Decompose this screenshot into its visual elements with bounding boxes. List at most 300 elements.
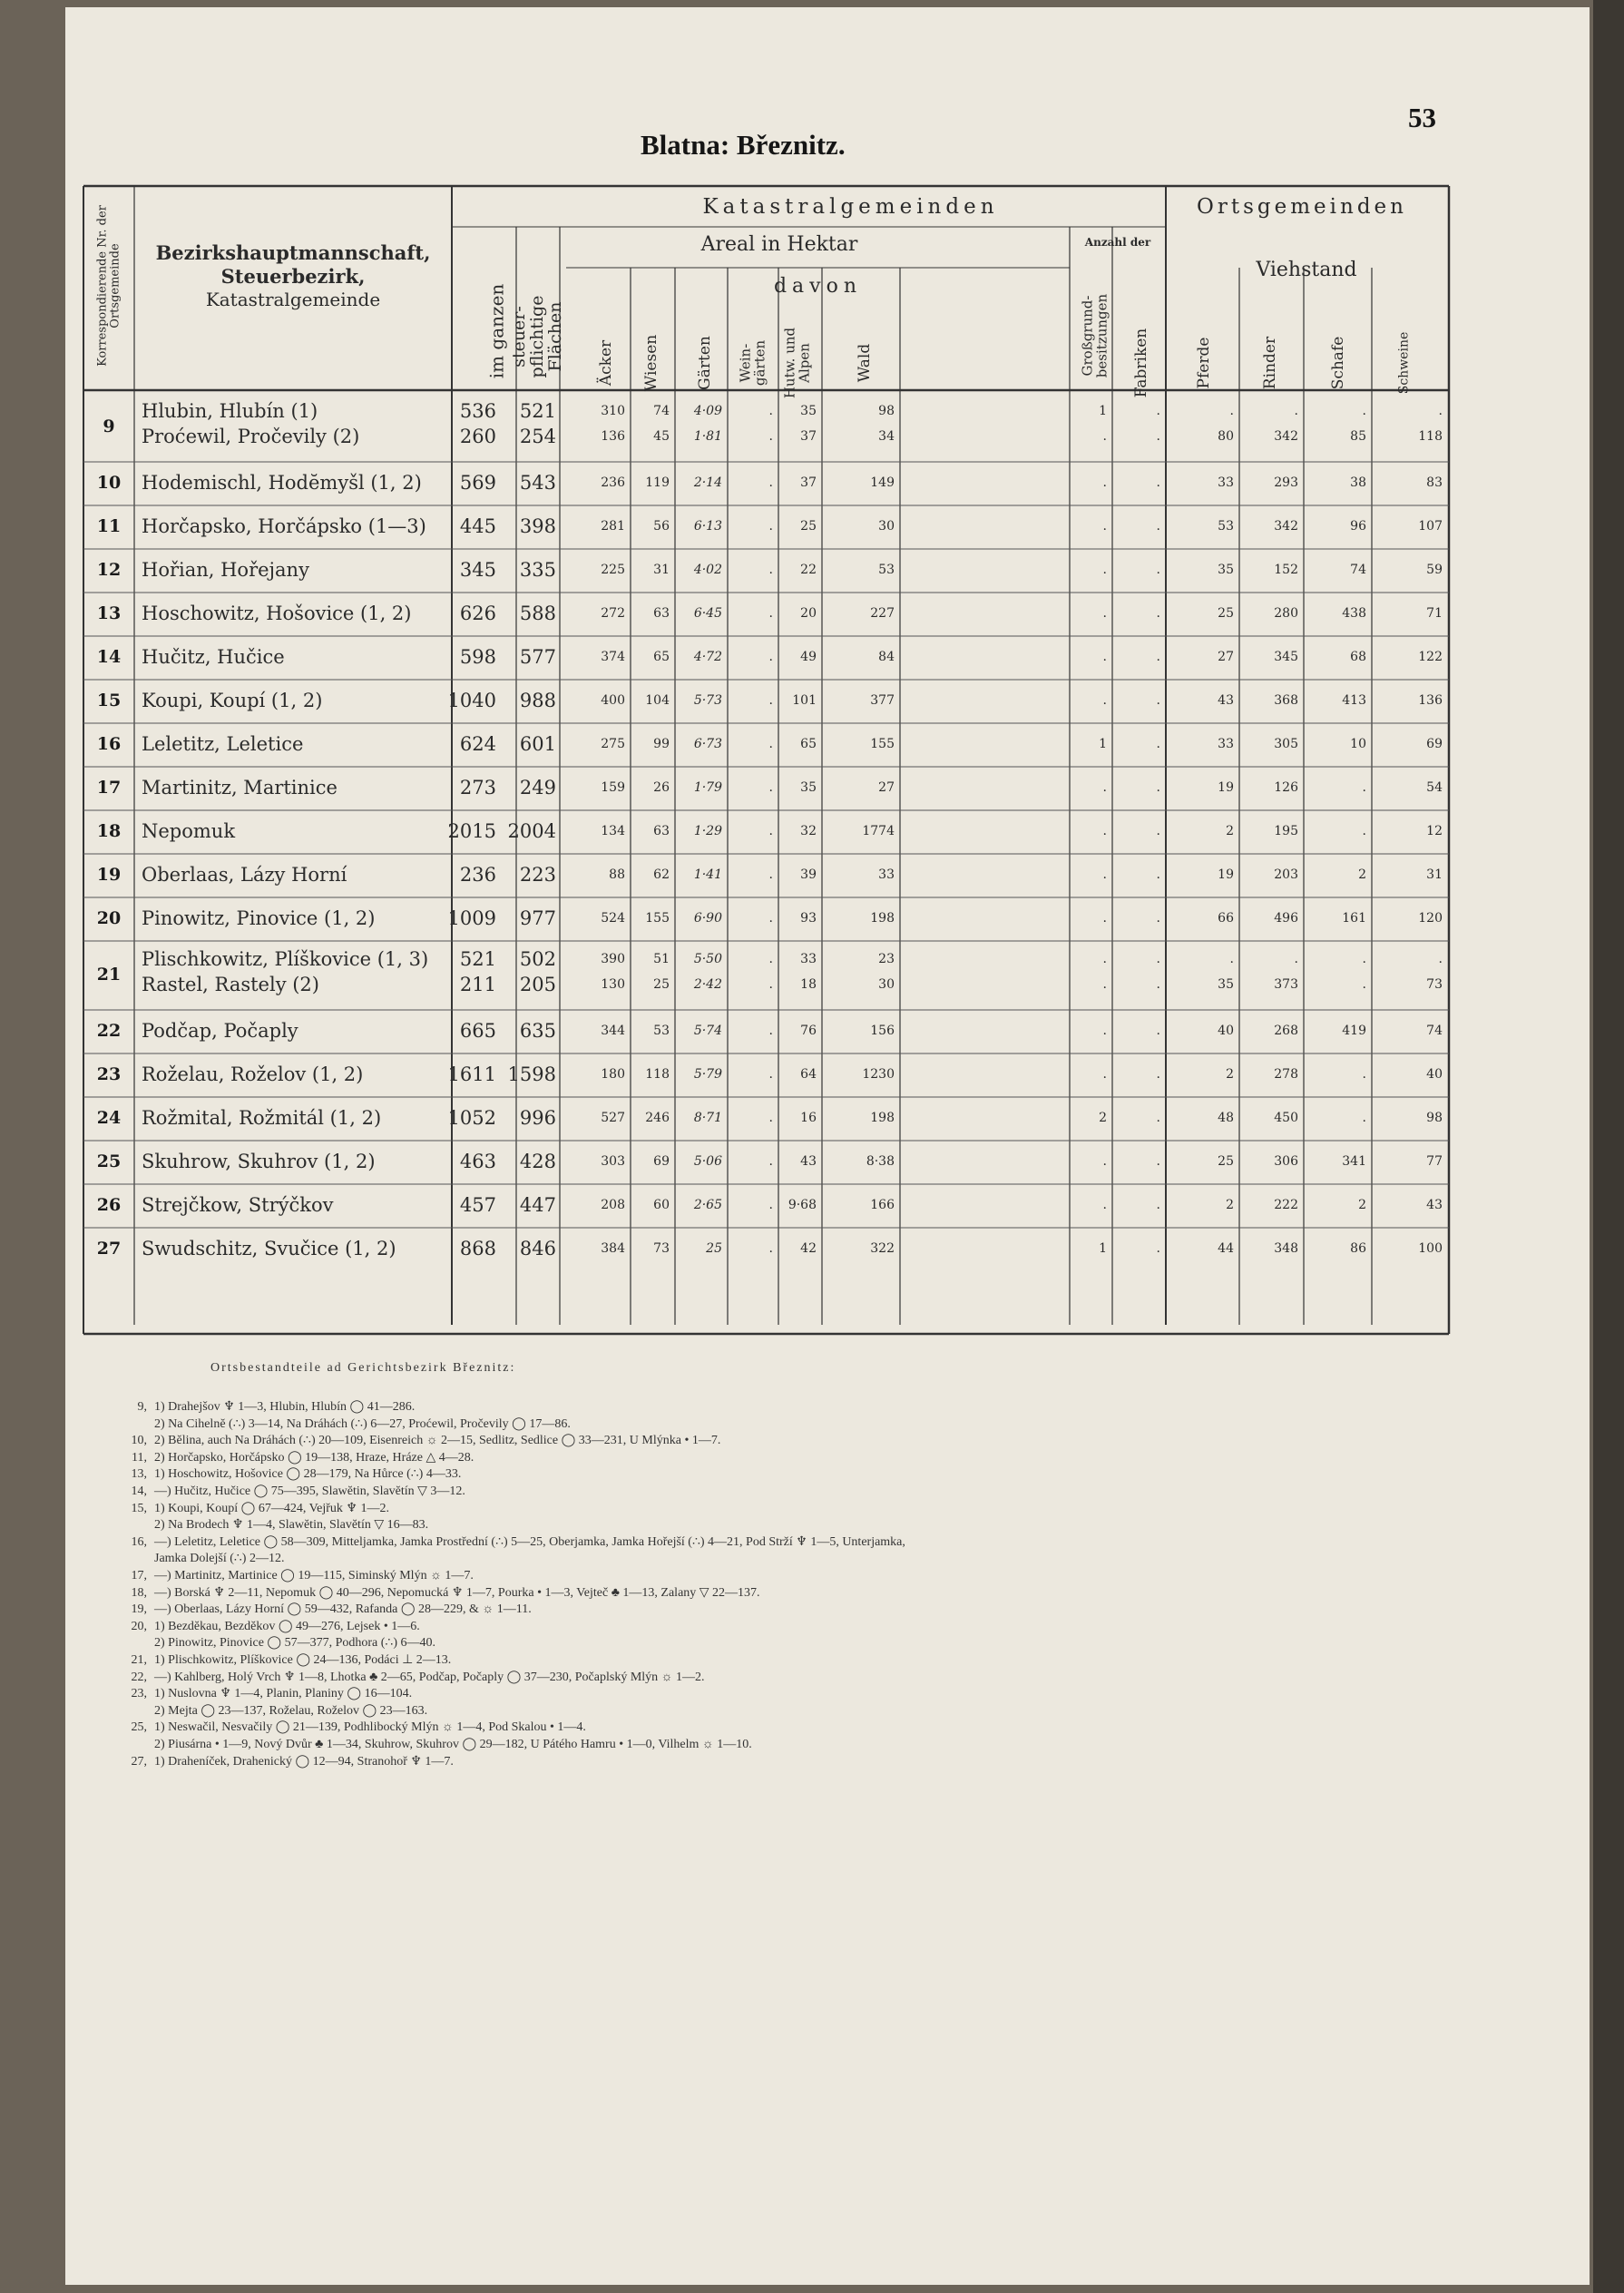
col-header-steuer-label: steuer-pflichtige Flächen <box>509 295 565 378</box>
c-steuer: 996 <box>519 1107 556 1129</box>
row-number: 18 <box>96 821 122 841</box>
c-garten: 2·14 <box>693 475 722 490</box>
note-key: 23, <box>131 1687 147 1701</box>
table-row <box>83 1053 1449 1097</box>
c-gg: . <box>1102 429 1107 444</box>
c-schafe: . <box>1362 404 1366 418</box>
table-row <box>83 810 1449 854</box>
c-pferde: . <box>1229 404 1234 418</box>
c-schafe: 419 <box>1342 1024 1366 1038</box>
group-header-vieh: Viehstand <box>1256 259 1357 281</box>
c-garten: 5·73 <box>693 693 722 708</box>
table-row <box>83 462 1449 505</box>
c-wald: 149 <box>870 475 895 490</box>
c-acker: 390 <box>601 952 625 966</box>
c-wein: . <box>768 911 773 926</box>
c-wiesen: 118 <box>645 1067 670 1082</box>
c-steuer: 223 <box>519 864 556 886</box>
c-wein: . <box>768 1198 773 1212</box>
note-line <box>83 1686 412 1701</box>
table-row <box>83 636 1449 680</box>
row-number: 17 <box>96 778 122 798</box>
c-hutw: 37 <box>800 429 817 444</box>
c-garten: 8·71 <box>693 1111 722 1125</box>
c-fab: . <box>1156 1154 1160 1169</box>
c-pferde: 66 <box>1218 911 1234 926</box>
note-key: 21, <box>131 1653 147 1667</box>
c-wiesen: 73 <box>653 1241 670 1256</box>
row-name: Hlubin, Hlubín (1) <box>142 400 318 422</box>
c-ganz: 626 <box>459 603 496 624</box>
c-wiesen: 53 <box>653 1024 670 1038</box>
c-wiesen: 65 <box>653 650 670 664</box>
note-key: 27, <box>131 1754 147 1769</box>
c-schweine: 71 <box>1426 606 1443 621</box>
c-hutw: 49 <box>800 650 817 664</box>
c-wald: 34 <box>878 429 895 444</box>
c-hutw: 22 <box>800 563 817 577</box>
c-rinder: 305 <box>1274 737 1298 751</box>
c-acker: 180 <box>601 1067 625 1082</box>
c-garten: 4·72 <box>693 650 722 664</box>
c-steuer: 502 <box>519 948 556 970</box>
c-steuer: 249 <box>519 777 556 799</box>
table-row <box>83 505 1449 549</box>
c-ganz: 1040 <box>447 690 496 711</box>
c-garten: 2·42 <box>693 977 722 992</box>
c-gg: . <box>1102 911 1107 926</box>
c-steuer: 398 <box>519 515 556 537</box>
group-header-orts: Ortsgemeinden <box>1197 195 1407 219</box>
c-hutw: 64 <box>800 1067 817 1082</box>
c-rinder: 345 <box>1274 650 1298 664</box>
c-ganz: 2015 <box>447 820 496 842</box>
col-header-rinder: Rinder <box>1261 336 1280 390</box>
c-garten: 2·65 <box>693 1198 722 1212</box>
c-hutw: 37 <box>800 475 817 490</box>
c-steuer: 577 <box>519 646 556 668</box>
note-text: 1) Bezdĕkau, Bezdĕkov ◯ 49—276, Lejsek • 1—6. <box>154 1619 420 1633</box>
c-wiesen: 119 <box>645 475 670 490</box>
c-wein: . <box>768 824 773 838</box>
c-wald: 322 <box>870 1241 895 1256</box>
note-line <box>83 1737 752 1752</box>
note-line <box>83 1433 720 1448</box>
c-ganz: 463 <box>459 1151 496 1172</box>
c-rinder: 152 <box>1274 563 1298 577</box>
note-text: 2) Horčapsko, Horčápsko ◯ 19—138, Hraze, Hráze △ 4—28. <box>154 1450 474 1465</box>
c-schweine: 69 <box>1426 737 1443 751</box>
c-acker: 88 <box>609 867 625 882</box>
c-rinder: 368 <box>1274 693 1298 708</box>
row-number: 23 <box>96 1064 122 1084</box>
c-rinder: 195 <box>1274 824 1298 838</box>
c-acker: 225 <box>601 563 625 577</box>
row-name: Rožmital, Rožmitál (1, 2) <box>142 1107 382 1129</box>
row-number: 13 <box>96 603 122 623</box>
c-fab: . <box>1156 1198 1160 1212</box>
c-fab: . <box>1156 1111 1160 1125</box>
c-gg: . <box>1102 693 1107 708</box>
c-rinder: 278 <box>1274 1067 1298 1082</box>
note-key: 20, <box>131 1619 147 1633</box>
c-fab: . <box>1156 911 1160 926</box>
note-text: 2) Mejta ◯ 23—137, Roželau, Roželov ◯ 23—163. <box>154 1703 428 1718</box>
row-name: Horčapsko, Horčápsko (1—3) <box>142 515 426 537</box>
c-garten: 6·13 <box>693 519 722 534</box>
c-wald: 1774 <box>862 824 895 838</box>
c-ganz: 598 <box>459 646 496 668</box>
c-fab: . <box>1156 404 1160 418</box>
c-hutw: 25 <box>800 519 817 534</box>
c-garten: 5·50 <box>693 952 722 966</box>
c-schweine: 100 <box>1418 1241 1443 1256</box>
row-name: Rastel, Rastely (2) <box>142 974 319 995</box>
c-pferde: 27 <box>1218 650 1234 664</box>
c-garten: 1·79 <box>693 780 722 795</box>
note-text: 2) Na Cihelnĕ (∴) 3—14, Na Dráhách (∴) 6—27, Proćewil, Pročevily ◯ 17—86. <box>154 1416 571 1431</box>
c-hutw: 39 <box>800 867 817 882</box>
table-row <box>83 941 1449 1010</box>
row-number: 15 <box>96 691 122 710</box>
page-title: Blatna: Březnitz. <box>641 129 846 161</box>
c-rinder: 450 <box>1274 1111 1298 1125</box>
c-wein: . <box>768 429 773 444</box>
row-name: Roželau, Roželov (1, 2) <box>142 1063 364 1085</box>
c-rinder: 203 <box>1274 867 1298 882</box>
note-line <box>83 1619 420 1634</box>
c-wald: 1230 <box>862 1067 895 1082</box>
col-header-wein-label: Wein-gärten <box>737 339 768 387</box>
c-schweine: 43 <box>1426 1198 1443 1212</box>
c-schafe: 2 <box>1358 1198 1366 1212</box>
c-wein: . <box>768 650 773 664</box>
c-schafe: 10 <box>1350 737 1366 751</box>
note-line <box>83 1466 461 1482</box>
row-name: Podčap, Počaply <box>142 1020 298 1042</box>
row-name: Martinitz, Martinice <box>142 777 338 799</box>
row-name: Nepomuk <box>142 820 236 842</box>
table-row <box>83 1228 1449 1271</box>
c-wiesen: 45 <box>653 429 670 444</box>
c-fab: . <box>1156 1024 1160 1038</box>
note-text: 1) Nuslovna ♆ 1—4, Planin, Planiny ◯ 16—104. <box>154 1687 413 1701</box>
c-pferde: 25 <box>1218 1154 1234 1169</box>
c-rinder: 373 <box>1274 977 1298 992</box>
c-steuer: 988 <box>519 690 556 711</box>
table-row <box>83 1141 1449 1184</box>
c-wein: . <box>768 1024 773 1038</box>
table-row <box>83 767 1449 810</box>
row-name: Leletitz, Leletice <box>142 733 304 755</box>
row-number: 11 <box>96 516 122 536</box>
c-schafe: . <box>1362 977 1366 992</box>
c-ganz: 1052 <box>447 1107 496 1129</box>
c-wiesen: 63 <box>653 824 670 838</box>
note-text: 2) Bĕlina, auch Na Dráhách (∴) 20—109, Eisenreich ☼ 2—15, Sedlitz, Sedlice ◯ 33—231, U Mlýnka • 1—7. <box>154 1434 721 1448</box>
c-wald: 30 <box>878 977 895 992</box>
group-header-kat: Katastralgemeinden <box>702 195 999 219</box>
c-gg: . <box>1102 824 1107 838</box>
col-header-wiesen: Wiesen <box>642 334 661 392</box>
c-pferde: 44 <box>1218 1241 1234 1256</box>
c-wiesen: 155 <box>645 911 670 926</box>
row-number: 19 <box>96 865 122 885</box>
c-pferde: 33 <box>1218 737 1234 751</box>
c-acker: 303 <box>601 1154 625 1169</box>
c-garten: 4·02 <box>693 563 722 577</box>
c-wein: . <box>768 519 773 534</box>
c-acker: 208 <box>601 1198 625 1212</box>
c-wein: . <box>768 977 773 992</box>
c-garten: 6·45 <box>693 606 722 621</box>
c-schweine: 40 <box>1426 1067 1443 1082</box>
note-text: 1) Plischkowitz, Plíškovice ◯ 24—136, Podáci ⊥ 2—13. <box>154 1653 452 1667</box>
c-hutw: 65 <box>800 737 817 751</box>
c-garten: 1·81 <box>693 429 722 444</box>
c-rinder: 496 <box>1274 911 1298 926</box>
c-schweine: 31 <box>1426 867 1443 882</box>
row-number: 24 <box>96 1108 122 1128</box>
c-schafe: 86 <box>1350 1241 1366 1256</box>
row-name: Hučitz, Hučice <box>142 646 285 668</box>
c-wein: . <box>768 475 773 490</box>
c-rinder: 126 <box>1274 780 1298 795</box>
c-schafe: 68 <box>1350 650 1366 664</box>
table-row <box>83 1010 1449 1053</box>
c-gg: . <box>1102 1154 1107 1169</box>
c-wiesen: 104 <box>645 693 670 708</box>
row-number: 16 <box>96 734 122 754</box>
c-fab: . <box>1156 780 1160 795</box>
c-garten: 1·41 <box>693 867 722 882</box>
c-wald: 198 <box>870 911 895 926</box>
c-pferde: 33 <box>1218 475 1234 490</box>
col-header-hutw-label: Hutw. und Alpen <box>781 327 812 399</box>
c-fab: . <box>1156 693 1160 708</box>
c-ganz: 345 <box>459 559 496 581</box>
c-acker: 527 <box>601 1111 625 1125</box>
c-rinder: 268 <box>1274 1024 1298 1038</box>
c-wein: . <box>768 1067 773 1082</box>
col-header-hutw <box>783 327 812 399</box>
book-edge <box>1593 0 1624 2293</box>
c-acker: 281 <box>601 519 625 534</box>
row-number: 14 <box>96 647 122 667</box>
c-wald: 53 <box>878 563 895 577</box>
note-line <box>83 1720 586 1735</box>
row-number: 20 <box>96 908 122 928</box>
c-schweine: 83 <box>1426 475 1443 490</box>
c-garten: 6·90 <box>693 911 722 926</box>
col-header-district-1: Bezirkshauptmannschaft, <box>155 241 431 264</box>
c-hutw: 35 <box>800 404 817 418</box>
c-gg: . <box>1102 780 1107 795</box>
c-acker: 159 <box>601 780 625 795</box>
c-acker: 272 <box>601 606 625 621</box>
c-schweine: 54 <box>1426 780 1443 795</box>
c-schafe: . <box>1362 1111 1366 1125</box>
note-text: 2) Na Brodech ♆ 1—4, Slawĕtin, Slavĕtín ▽ 16—83. <box>154 1518 429 1533</box>
c-gg: . <box>1102 563 1107 577</box>
c-acker: 236 <box>601 475 625 490</box>
c-rinder: 342 <box>1274 429 1298 444</box>
note-key: 18, <box>131 1585 147 1600</box>
group-header-anzahl: Anzahl der <box>1084 236 1151 249</box>
c-acker: 344 <box>601 1024 625 1038</box>
c-ganz: 521 <box>459 948 496 970</box>
c-wald: 198 <box>870 1111 895 1125</box>
note-key: 11, <box>132 1450 147 1465</box>
c-wein: . <box>768 1154 773 1169</box>
row-name: Pinowitz, Pinovice (1, 2) <box>142 907 376 929</box>
c-acker: 384 <box>601 1241 625 1256</box>
row-number: 27 <box>96 1239 122 1259</box>
c-schweine: 98 <box>1426 1111 1443 1125</box>
note-line <box>83 1416 571 1432</box>
row-name: Proćewil, Pročevily (2) <box>142 426 360 447</box>
c-schafe: 341 <box>1342 1154 1366 1169</box>
c-acker: 374 <box>601 650 625 664</box>
note-line <box>83 1635 435 1651</box>
col-header-wald: Wald <box>856 343 875 383</box>
c-rinder: 348 <box>1274 1241 1298 1256</box>
c-schafe: . <box>1362 780 1366 795</box>
note-line <box>83 1534 905 1550</box>
c-ganz: 457 <box>459 1194 496 1216</box>
c-schweine: 122 <box>1418 650 1443 664</box>
c-fab: . <box>1156 1067 1160 1082</box>
c-wiesen: 62 <box>653 867 670 882</box>
c-hutw: 101 <box>792 693 817 708</box>
note-line <box>83 1399 415 1415</box>
c-steuer: 588 <box>519 603 556 624</box>
group-header-areal: Areal in Hektar <box>700 233 858 256</box>
note-text: 2) Piusárna • 1—9, Nový Dvůr ♣ 1—34, Skuhrow, Skuhrov ◯ 29—182, U Pátého Hamru • 1—0, Vilhelm ☼ 1—10. <box>154 1738 752 1751</box>
c-garten: 6·73 <box>693 737 722 751</box>
c-acker: 524 <box>601 911 625 926</box>
c-wein: . <box>768 404 773 418</box>
note-text: 1) Drahejšov ♆ 1—3, Hlubin, Hlubín ◯ 41—286. <box>154 1400 416 1414</box>
col-header-district-2: Steuerbezirk, <box>220 265 366 289</box>
c-pferde: 80 <box>1218 429 1234 444</box>
row-number: 12 <box>96 560 122 580</box>
c-fab: . <box>1156 563 1160 577</box>
c-garten: 5·06 <box>693 1154 722 1169</box>
group-header-davon: davon <box>773 275 863 298</box>
note-text: 2) Pinowitz, Pinovice ◯ 57—377, Podhora (∴) 6—40. <box>154 1636 435 1651</box>
c-pferde: 35 <box>1218 977 1234 992</box>
page-number: 53 <box>1408 102 1436 133</box>
c-gg: . <box>1102 1198 1107 1212</box>
c-ganz: 273 <box>459 777 496 799</box>
c-wald: 166 <box>870 1198 895 1212</box>
c-wald: 33 <box>878 867 895 882</box>
c-wein: . <box>768 1111 773 1125</box>
note-line <box>83 1551 284 1566</box>
note-key: 19, <box>131 1602 147 1617</box>
col-header-gg-label: Großgrund-besitzungen <box>1079 293 1110 378</box>
c-steuer: 635 <box>519 1020 556 1042</box>
c-schafe: 85 <box>1350 429 1366 444</box>
c-pferde: 40 <box>1218 1024 1234 1038</box>
row-name: Hořian, Hořejany <box>142 559 309 581</box>
c-ganz: 1611 <box>447 1063 496 1085</box>
c-gg: 2 <box>1099 1111 1107 1125</box>
c-schweine: 107 <box>1418 519 1443 534</box>
c-steuer: 1598 <box>507 1063 556 1085</box>
c-rinder: 306 <box>1274 1154 1298 1169</box>
c-gg: . <box>1102 1024 1107 1038</box>
col-header-fab: Fabriken <box>1132 328 1151 398</box>
table-row <box>83 1097 1449 1141</box>
c-fab: . <box>1156 824 1160 838</box>
c-wein: . <box>768 693 773 708</box>
c-fab: . <box>1156 977 1160 992</box>
c-steuer: 428 <box>519 1151 556 1172</box>
c-gg: . <box>1102 1067 1107 1082</box>
c-hutw: 76 <box>800 1024 817 1038</box>
table-row <box>83 897 1449 941</box>
c-pferde: 35 <box>1218 563 1234 577</box>
note-key: 10, <box>131 1434 147 1448</box>
c-schafe: . <box>1362 1067 1366 1082</box>
c-schafe: 96 <box>1350 519 1366 534</box>
note-key: 25, <box>131 1720 147 1735</box>
c-pferde: 48 <box>1218 1111 1234 1125</box>
c-ganz: 1009 <box>447 907 496 929</box>
c-wiesen: 56 <box>653 519 670 534</box>
c-schweine: 12 <box>1426 824 1443 838</box>
c-ganz: 211 <box>459 974 496 995</box>
c-wald: 377 <box>870 693 895 708</box>
c-rinder: . <box>1294 404 1298 418</box>
table-row <box>83 854 1449 897</box>
c-pferde: 19 <box>1218 867 1234 882</box>
row-name: Plischkowitz, Plíškovice (1, 3) <box>142 948 429 970</box>
c-hutw: 18 <box>800 977 817 992</box>
row-number: 26 <box>96 1195 122 1215</box>
c-schweine: . <box>1438 952 1443 966</box>
c-steuer: 205 <box>519 974 556 995</box>
c-wiesen: 26 <box>653 780 670 795</box>
c-fab: . <box>1156 952 1160 966</box>
c-rinder: 222 <box>1274 1198 1298 1212</box>
note-text: 1) Neswačil, Nesvačily ◯ 21—139, Podhlibocký Mlýn ☼ 1—4, Pod Skalou • 1—4. <box>154 1720 586 1735</box>
col-header-district-3: Katastralgemeinde <box>205 289 381 311</box>
row-number: 10 <box>96 473 122 493</box>
c-acker: 134 <box>601 824 625 838</box>
c-pferde: 19 <box>1218 780 1234 795</box>
table-row <box>83 549 1449 593</box>
c-acker: 136 <box>601 429 625 444</box>
col-header-district <box>134 242 452 310</box>
c-rinder: 280 <box>1274 606 1298 621</box>
row-name: Hodemischl, Hodĕmyšl (1, 2) <box>142 472 422 494</box>
note-key: 13, <box>131 1467 147 1482</box>
c-schafe: 438 <box>1342 606 1366 621</box>
c-wein: . <box>768 737 773 751</box>
note-line <box>83 1517 428 1533</box>
c-wiesen: 51 <box>653 952 670 966</box>
c-wein: . <box>768 780 773 795</box>
row-name: Strejčkow, Strýčkov <box>142 1194 334 1216</box>
note-text: —) Borská ♆ 2—11, Nepomuk ◯ 40—296, Nepomucká ♆ 1—7, Pourka • 1—3, Vejteč ♣ 1—13, Zalany ▽ 22—137. <box>154 1585 760 1600</box>
c-rinder: . <box>1294 952 1298 966</box>
c-wald: 98 <box>878 404 895 418</box>
c-pferde: 43 <box>1218 693 1234 708</box>
col-header-schafe: Schafe <box>1329 336 1348 390</box>
